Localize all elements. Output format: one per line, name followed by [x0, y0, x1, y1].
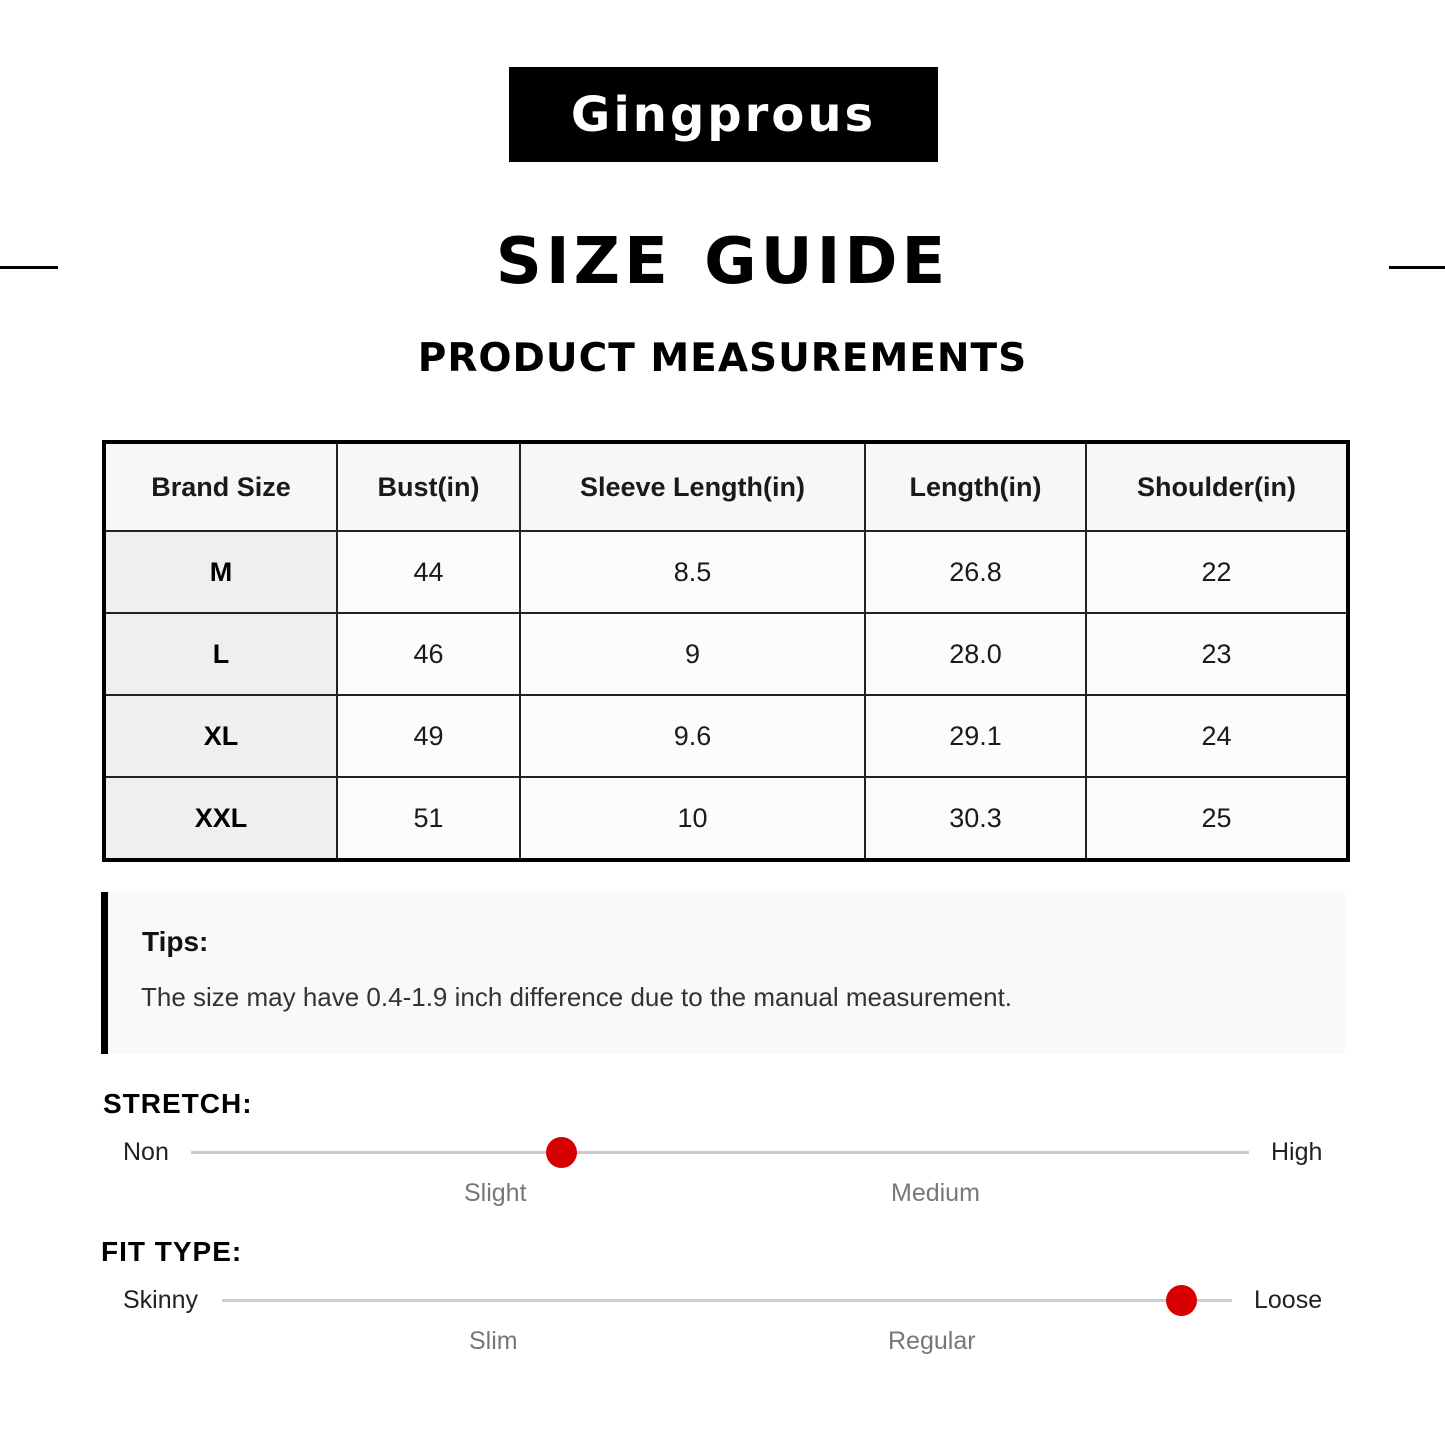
table-row: [104, 695, 1348, 777]
page-title: SIZE GUIDE: [495, 225, 950, 299]
fit-type-max-label: Loose: [1254, 1286, 1323, 1314]
length-cell: 29.1: [865, 695, 1086, 777]
size-table: [102, 440, 1350, 862]
fit-type-label: FIT TYPE:: [101, 1236, 243, 1267]
brand-name: Gingprous: [570, 86, 877, 143]
sleeve-length-cell: 10: [520, 777, 865, 860]
stretch-scale-track: [191, 1151, 1249, 1154]
table-header-row: [104, 442, 1348, 531]
header-sleeve-length: Sleeve Length(in): [520, 442, 865, 531]
stretch-max-label: High: [1271, 1138, 1323, 1166]
sleeve-length-cell: 8.5: [520, 531, 865, 613]
tips-title: Tips:: [142, 926, 209, 957]
size-cell: L: [104, 613, 337, 695]
stretch-level-indicator: [546, 1137, 577, 1168]
stretch-label: STRETCH:: [103, 1088, 253, 1119]
length-cell: 28.0: [865, 613, 1086, 695]
length-cell: 30.3: [865, 777, 1086, 860]
stretch-mark-medium: Medium: [891, 1179, 980, 1207]
stretch-min-label: Non: [123, 1138, 169, 1166]
length-cell: 26.8: [865, 531, 1086, 613]
tips-text: The size may have 0.4-1.9 inch difference due to the manual measurement.: [141, 982, 1013, 1012]
header-shoulder: Shoulder(in): [1086, 442, 1348, 531]
shoulder-cell: 23: [1086, 613, 1348, 695]
tips-box: [101, 892, 1345, 1054]
bust-cell: 51: [337, 777, 520, 860]
size-cell: XL: [104, 695, 337, 777]
fit-type-mark-regular: Regular: [888, 1327, 976, 1355]
brand-logo-box: [509, 67, 938, 162]
fit-type-mark-slim: Slim: [469, 1327, 518, 1355]
header-length: Length(in): [865, 442, 1086, 531]
fit-type-scale-track: [222, 1299, 1232, 1302]
header-brand-size: Brand Size: [104, 442, 337, 531]
shoulder-cell: 25: [1086, 777, 1348, 860]
bust-cell: 46: [337, 613, 520, 695]
shoulder-cell: 24: [1086, 695, 1348, 777]
size-cell: XXL: [104, 777, 337, 860]
header-bust: Bust(in): [337, 442, 520, 531]
table-row: [104, 613, 1348, 695]
bust-cell: 44: [337, 531, 520, 613]
table-row: [104, 777, 1348, 860]
bust-cell: 49: [337, 695, 520, 777]
table-row: [104, 531, 1348, 613]
sleeve-length-cell: 9.6: [520, 695, 865, 777]
stretch-mark-slight: Slight: [464, 1179, 527, 1207]
fit-type-level-indicator: [1166, 1285, 1197, 1316]
shoulder-cell: 22: [1086, 531, 1348, 613]
size-cell: M: [104, 531, 337, 613]
sleeve-length-cell: 9: [520, 613, 865, 695]
fit-type-min-label: Skinny: [123, 1286, 199, 1314]
section-subtitle: PRODUCT MEASUREMENTS: [417, 336, 1028, 381]
